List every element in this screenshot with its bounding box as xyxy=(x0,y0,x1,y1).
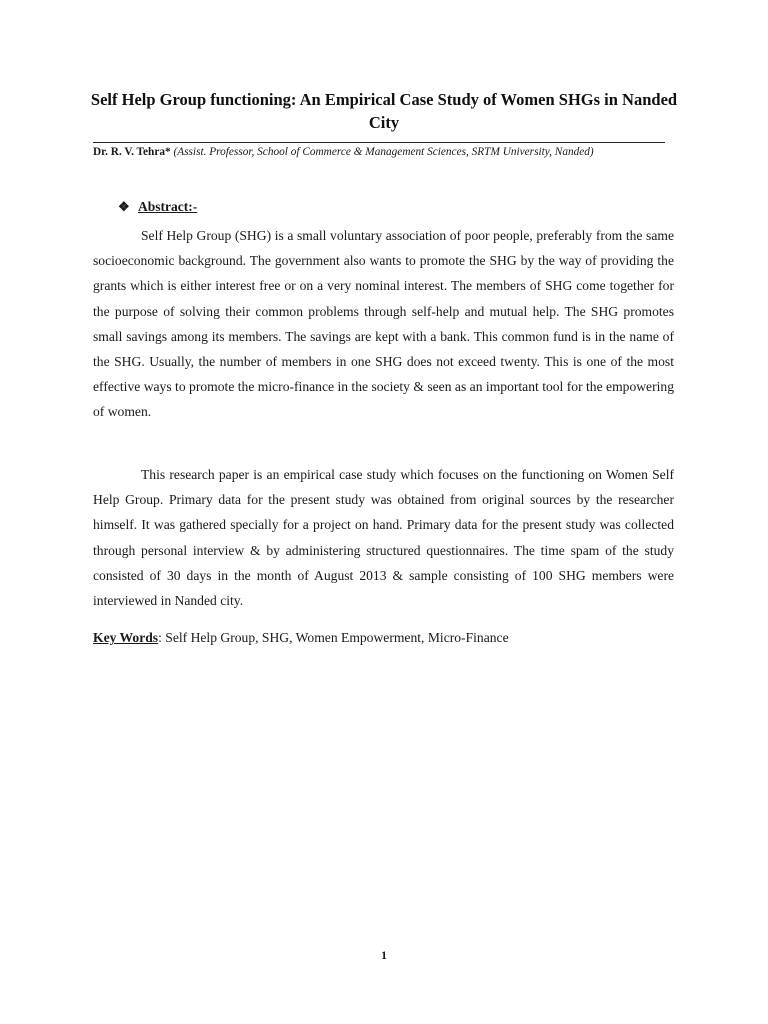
author-name: Dr. R. V. Tehra* xyxy=(93,146,171,158)
keywords xyxy=(93,628,674,648)
abstract-paragraph-2: This research paper is an empirical case study which focuses on the functioning on Women Self Help Group. Primary data for the present study was obtained from original sources by the researcher himself. It was gathered specially for a project on hand. Primary data for the present study was collected through personal interview & by administering structured questionnaires. The time spam of the study consisted of 30 days in the month of August 2013 & sample consisting of 100 SHG members were interviewed in Nanded city. xyxy=(93,467,674,609)
diamond-bullet-icon: ❖ xyxy=(118,199,130,214)
abstract-label: Abstract:- xyxy=(138,199,198,214)
abstract-heading xyxy=(118,198,197,216)
title-divider xyxy=(93,142,665,143)
keywords-label: Key Words xyxy=(93,630,159,645)
abstract-paragraph-1: Self Help Group (SHG) is a small voluntary association of poor people, preferably from the same socioeconomic background. The government also wants to promote the SHG by the way of providing the grants which is either interest free or on a very nominal interest. The members of SHG come together for the purpose of solving their common problems through self-help and mutual help. The SHG promotes small savings among its members. The savings are kept with a bank. This common fund is in the name of the SHG. Usually, the number of members in one SHG does not exceed twenty. This is one of the most effective ways to promote the micro-finance in the society & seen as an important tool for the empowering of women. xyxy=(93,228,674,420)
paper-title: Self Help Group functioning: An Empirical Case Study of Women SHGs in Nanded City xyxy=(90,90,678,132)
author-line xyxy=(93,145,693,159)
keywords-value: Self Help Group, SHG, Women Empowerment, Micro-Finance xyxy=(161,630,509,645)
keywords-separator: : xyxy=(158,630,162,645)
page-number: 1 xyxy=(381,948,387,962)
author-affiliation: (Assist. Professor, School of Commerce & Management Sciences, SRTM University, Nanded) xyxy=(173,146,594,158)
